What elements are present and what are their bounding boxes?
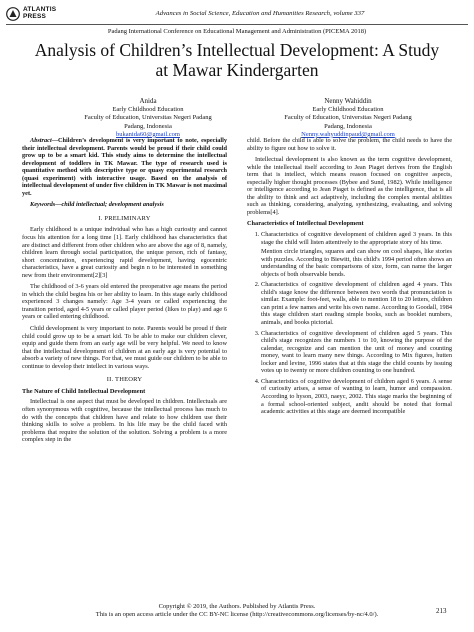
list-item bbox=[261, 378, 452, 416]
list-item-text: 1. Characteristics of cognitive development of children aged 3 years. In this stage the child will listen attentively to the appropriate story of his time. bbox=[261, 231, 452, 246]
logo-text: ATLANTIS PRESS bbox=[23, 6, 57, 20]
atlantis-logo-icon bbox=[6, 7, 20, 21]
keywords-label: Keywords bbox=[30, 201, 56, 209]
abstract-label: Abstract bbox=[30, 137, 52, 144]
author-faculty: Faculty of Education, Universitas Negeri Padang bbox=[284, 114, 412, 122]
footer bbox=[40, 603, 434, 619]
author-faculty: Faculty of Education, Universitas Negeri Padang bbox=[84, 114, 212, 122]
paragraph: child. Before the child is able to solve the problem, the child needs to have the ability to figure out how to solve it. bbox=[247, 137, 452, 152]
license-text: This is an open access article under the CC BY-NC license (http://creativecommons.org/licenses/by-nc/4.0/). bbox=[95, 611, 379, 618]
author-city: Padang, Indonesia bbox=[124, 122, 172, 130]
right-column bbox=[247, 137, 452, 419]
paragraph: Intellectual development is also known as the term cognitive development, while the intellectual itself according to Jean Piaget derives from the English term that is intellect, which means reason focused on cognitive aspects, especially higher thought processes (Bybee and Sund, 1982). While intelligence or intelligence according to Jean Piaget is defined as the intelligence, that is all the ability to think and act adaptively, including the complex mental abilities such as thinking, considering, analyzing, synthesizing, evaluating, and solving problems[4]. bbox=[247, 156, 452, 216]
author-dept: Early Childhood Education bbox=[312, 106, 384, 114]
header-rule bbox=[6, 24, 468, 25]
subsection-heading: The Nature of Child Intellectual Development bbox=[22, 387, 146, 395]
journal-header: Advances in Social Science, Education and Humanities Research, volume 337 bbox=[155, 10, 365, 17]
left-column bbox=[22, 137, 227, 448]
author-dept: Early Childhood Education bbox=[112, 106, 184, 114]
copyright-text: Copyright © 2019, the Authors. Published by Atlantis Press. bbox=[158, 603, 316, 610]
keywords-text: —child intellectual; development analysis bbox=[55, 201, 164, 209]
paragraph: Early childhood is a unique individual who has a high curiosity and cannot focus his attention for a long time [1]. Early childhood has characteristics that are distinct and different from other children who are above the age of 8, namely, children learn through social participation, the unique person, rich of fantasy, short concentration, experiencing rapid development, having egocentric characteristics, have a great curiosity and begin n to be interested in something new from their environment[2][3] bbox=[22, 226, 227, 279]
author-name: Anida bbox=[139, 97, 157, 105]
list-item-extra: Mention circle triangles, squares and can show on cool shapes, like stories with puzzles. According to Biewitt, this child's 1994 period often shows an understanding of the basic comparisons of size, form, can name the larger objects of both observable bends. bbox=[261, 248, 452, 278]
author-city: Padang, Indonesia bbox=[324, 122, 372, 130]
author-name: Nenny Wahiddin bbox=[324, 97, 372, 105]
list-item bbox=[261, 330, 452, 375]
section-heading-theory: II. THEORY bbox=[106, 376, 143, 384]
characteristics-list bbox=[247, 231, 452, 416]
abstract bbox=[22, 137, 227, 197]
author-email-link[interactable]: bukanida60@gmail.com bbox=[116, 130, 180, 138]
list-item-text: 4. Characteristics of cognitive development of children aged 6 years. A sense of curiosity arises, a sense of wanting to learn, humor and compassion. According to hyson, 2003, naeyc, 2002. This stage marks the beginning of a formal school-oriented subject, andit should be noted that formal academic activities at this stage are deemed incompatible bbox=[261, 377, 452, 416]
section-heading-preliminary: I. PRELIMINARY bbox=[98, 214, 151, 222]
paragraph: Intellectual is one aspect that must be developed in children. Intellectuals are often synonymous with cognitive, because the intellectual process has much to do with the concepts that children have and relate to how children use their thinking skills to solve a problem. In his life may be the child faced with problems that require the solution of the solution. Solving a problem is a more complex step in the bbox=[22, 398, 227, 444]
page-number: 213 bbox=[436, 607, 447, 615]
conference-name: Padang International Conference on Educational Management and Administration (PICEMA 2018) bbox=[107, 28, 367, 35]
paragraph: Child development is very important to note. Parents would be proud if their child could grow up to be a smart kid. To be able to make our children clever, equip and guide them from an early age will be very helpful. We need to know that the intellectual development of children at an early age is very potential to absorb a variety of new things. For that, we must guide our children to be able to continue to develop their intellect in various ways. bbox=[22, 325, 227, 370]
list-item-text: 3. Characteristics of cognitive development of children aged 5 years. This child's stage recognizes the numbers 1 to 10, knowing the purpose of the calendar, recognize and can mention the unit of money and counting money, want to learn many new things. According to Mix figures, hutten locker and levine, 1996 states that at this stage the child counts by issuing votes up to twenty or more children counting to one hundred. bbox=[261, 329, 452, 375]
paragraph: The childhood of 3-6 years old entered the preoperative age means the period in which the child begins his or her ability to learn. In this stage early childhood experienced 3 changes namely: Age 3-4 years or called experiencing the transition period, aged 4-5 years or called player period (likes to play) and age 6 years or called entering childhood. bbox=[22, 283, 227, 321]
subsection-heading: Characteristics of Intellectual Development bbox=[247, 220, 364, 228]
keywords bbox=[22, 201, 227, 209]
paper-title: Analysis of Children’s Intellectual Development: A Study at Mawar Kindergarten bbox=[34, 40, 440, 80]
list-item-text: 2. Characteristics of cognitive development of children aged 4 years. This child's stage know the difference between two words that pronunciation is similar. Example: foot-feet, walls, able to mention 18 to 20 letters, children can print a few names and write his own name. According to Goodall, 1984 this stage children start reading simple books, such as booklet numbers, animals, and books pictorial. bbox=[261, 281, 452, 327]
author-block-1 bbox=[58, 97, 238, 139]
author-email-link[interactable]: Nenny.wahyuddinpaud@gmail.com bbox=[301, 130, 395, 138]
list-item bbox=[261, 231, 452, 278]
author-block-2 bbox=[258, 97, 438, 139]
list-item bbox=[261, 281, 452, 326]
abstract-text: —Children’s development is very important to note, especially their intellectual development. Parents would be proud if their child could grow up to be a smart kid. This study aims to determine the intellectual development of toddlers in TK Mawar. The type of research used is quantitative method with descriptive type or quasy experimental research (quasi experiment) with interactive usage. Based on the analysis of intellectual development of under five children in TK Mawar is not maximal yet. bbox=[22, 137, 227, 197]
